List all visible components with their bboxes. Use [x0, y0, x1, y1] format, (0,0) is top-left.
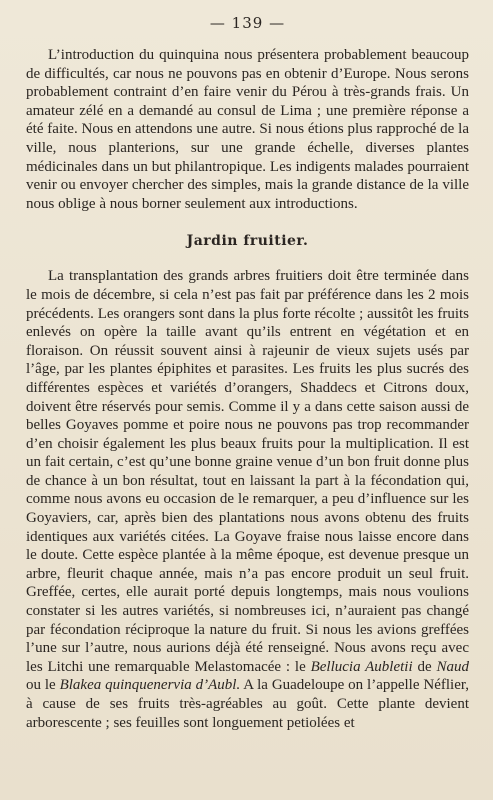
species-name-blakea: Blakea quinquenervia d’Aubl.: [59, 677, 241, 694]
body-text-part-2: de: [412, 658, 437, 675]
intro-paragraph: L’introduction du quinquina nous présentera probablement beaucoup de difficultés, car nous ne pouvons pas en obtenir d’Europe. Nous serons probablement contraint d’en faire venir du Pérou à très-grands frais. Un amateur zélé en a demandé au consul de Lima ; une première réponse a été faite. Nous en attendons une autre. Si nous étions plus rapproché de la ville, nous planterions, sur une grande échelle, diverses plantes médicinales dans un but philantropique. Les indigents malades pourraient venir ou envoyer chercher des simples, mais la grande distance de la ville nous oblige à nous borner seulement aux introductions.: [26, 47, 469, 212]
species-name-bellucia: Bellucia Aubletii: [310, 658, 413, 675]
body-paragraph: [26, 267, 469, 732]
section-heading: Jardin fruitier.: [186, 233, 309, 250]
author-name-naud: Naud: [436, 658, 469, 675]
page-number: — 139 —: [209, 14, 286, 32]
body-text-part-4: A la Guadeloupe on l’appelle Néflier, à cause de ses fruits très-agréables au goût. Cette plante devient arborescente ; ses feuilles sont longuement petiolées et: [26, 677, 470, 731]
body-text-part-1: La transplantation des grands arbres fruitiers doit être terminée dans le mois de décembre, si cela n’est pas fait par préférence dans les 2 mois précédents. Les orangers sont dans la plus forte récolte ; aussitôt les fruits enlevés on opère la taille avant qu’ils entrent en végétation et en floraison. On réussit souvent ainsi à rajeunir de vieux sujets usés par l’âge, par les plantes épiphites et parasites. Les fruits les plus sucrés des différentes espèces et variétés d’orangers, Shaddecs et Citrons doux, doivent être réservés pour semis. Comme il y a dans cette saison aussi de belles Goyaves pomme et poire nous ne pouvons pas trop recommander d’en choisir également les plus beaux fruits pour la multiplication. Il est un fait certain, c’est qu’une bonne graine venue d’un bon fruit donne plus de chance à un bon résultat, tout en laissant la part à la fécondation qui, comme nous avons eu occasion de le remarquer, a peu d’influence sur les Goyaviers, car, après bien des plantations nous avons obtenu des fruits identiques aux variétés citées. La Goyave fraise nous laisse encore dans le doute. Cette espèce plantée à la même époque, est devenue presque un arbre, fleurit chaque année, mais n’a pas encore produit un seul fruit. Greffée, certes, elle aurait porté depuis longtemps, mais nous voulions constater si les autres variétés, si nombreuses ici, n’auraient pas changé par fécondation réciproque la nature du fruit. Si nous les avions greffées l’une sur l’autre, nous aurions déjà été renseigné. Nous avons reçu avec les Litchi une remarquable Melastomacée : le: [26, 268, 469, 675]
body-text-part-3: ou le: [26, 677, 60, 694]
